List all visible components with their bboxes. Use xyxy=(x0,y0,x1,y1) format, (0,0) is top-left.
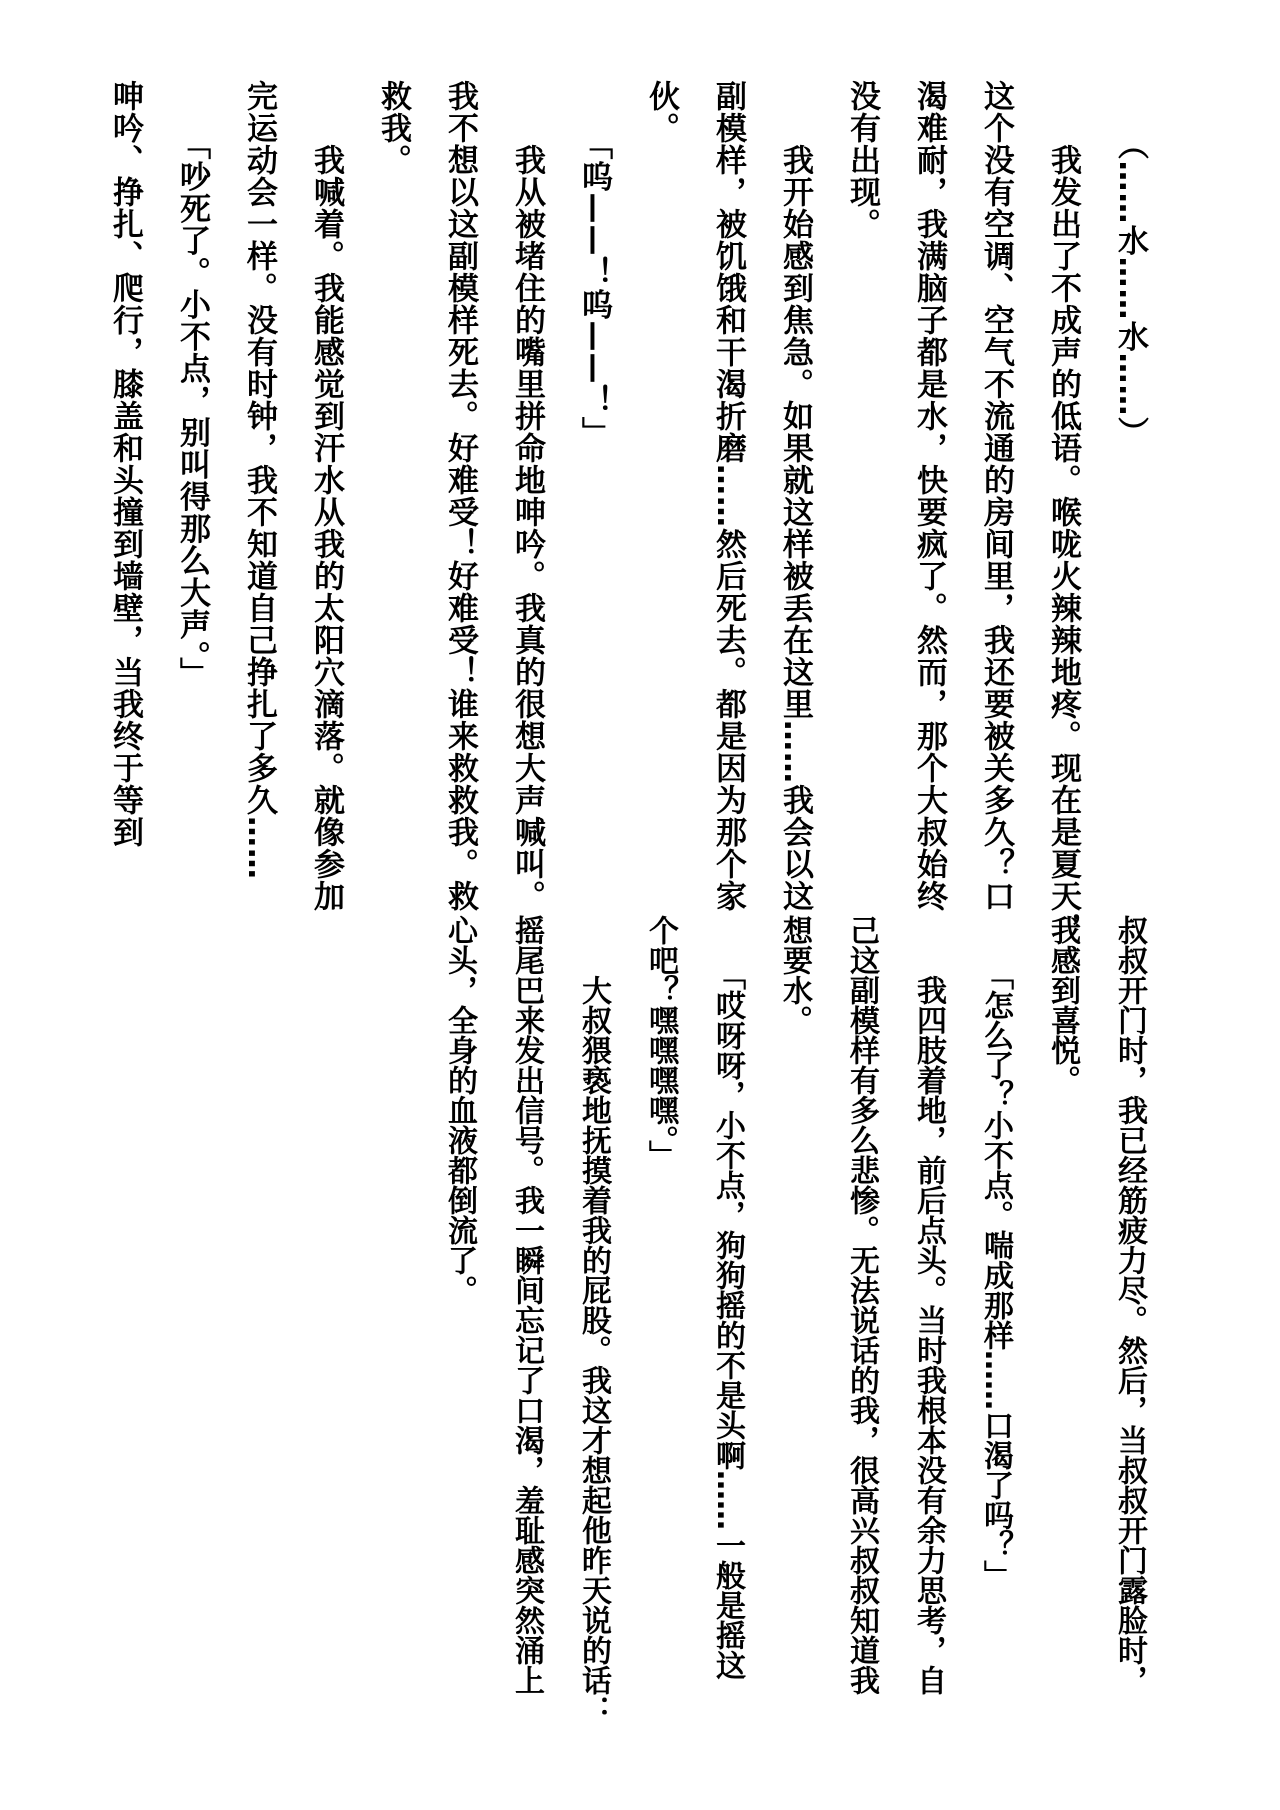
text-line: 我从被堵住的嘴里拼命地呻吟。我真的很想大声喊叫。 xyxy=(509,80,545,912)
text-line: 副模样，被饥饿和干渴折磨……然后死去。都是因为那个家 xyxy=(710,80,746,912)
text-block-top xyxy=(91,80,1163,944)
text-line: 完运动会一样。没有时钟，我不知道自己挣扎了多久…… xyxy=(241,80,277,880)
text-line: 我开始感到焦急。如果就这样被丢在这里……我会以这 xyxy=(777,80,813,912)
text-line: 救我。 xyxy=(375,80,411,176)
text-line: 我发出了不成声的低语。喉咙火辣辣地疼。现在是夏天， xyxy=(1045,80,1081,944)
text-line: 没有出现。 xyxy=(844,80,880,240)
text-line: 个吧？嘿嘿嘿嘿。」 xyxy=(643,915,678,1170)
text-line: 摇尾巴来发出信号。我一瞬间忘记了口渴，羞耻感突然涌上 xyxy=(509,915,544,1695)
text-line: 心头，全身的血液都倒流了。 xyxy=(442,915,477,1305)
text-line: 大叔猥亵地抚摸着我的屁股。我这才想起他昨天说的话： xyxy=(576,915,611,1725)
text-line: 呻吟、挣扎、爬行，膝盖和头撞到墙壁，当我终于等到 xyxy=(107,80,143,848)
text-line: （……水……水……） xyxy=(1112,80,1148,449)
text-block-bottom xyxy=(426,915,1163,1725)
text-line: 渴难耐，我满脑子都是水，快要疯了。然而，那个大叔始终 xyxy=(911,80,947,912)
text-line: 我不想以这副模样死去。好难受！好难受！谁来救救我。救 xyxy=(442,80,478,912)
text-line: 我感到喜悦。 xyxy=(1045,915,1080,1095)
text-line: 我喊着。我能感觉到汗水从我的太阳穴滴落。就像参加 xyxy=(308,80,344,912)
text-line: 伙。 xyxy=(643,80,679,144)
text-line: 想要水。 xyxy=(777,915,812,1035)
text-line: 我四肢着地，前后点头。当时我根本没有余力思考，自 xyxy=(911,915,946,1695)
text-line: 己这副模样有多么悲惨。无法说话的我，很高兴叔叔知道我 xyxy=(844,915,879,1695)
text-line: 「呜——！呜——！」 xyxy=(576,80,612,449)
text-line: 叔叔开门时，我已经筋疲力尽。然后，当叔叔开门露脸时， xyxy=(1112,915,1147,1695)
text-line: 「哎呀呀，小不点，狗狗摇的不是头啊……一般是摇这 xyxy=(710,915,745,1680)
text-line: 「怎么了？小不点。喘成那样……口渴了吗？」 xyxy=(978,915,1013,1590)
text-line: 这个没有空调、空气不流通的房间里，我还要被关多久？口 xyxy=(978,80,1014,912)
text-line: 「吵死了。小不点，别叫得那么大声。」 xyxy=(174,80,210,689)
